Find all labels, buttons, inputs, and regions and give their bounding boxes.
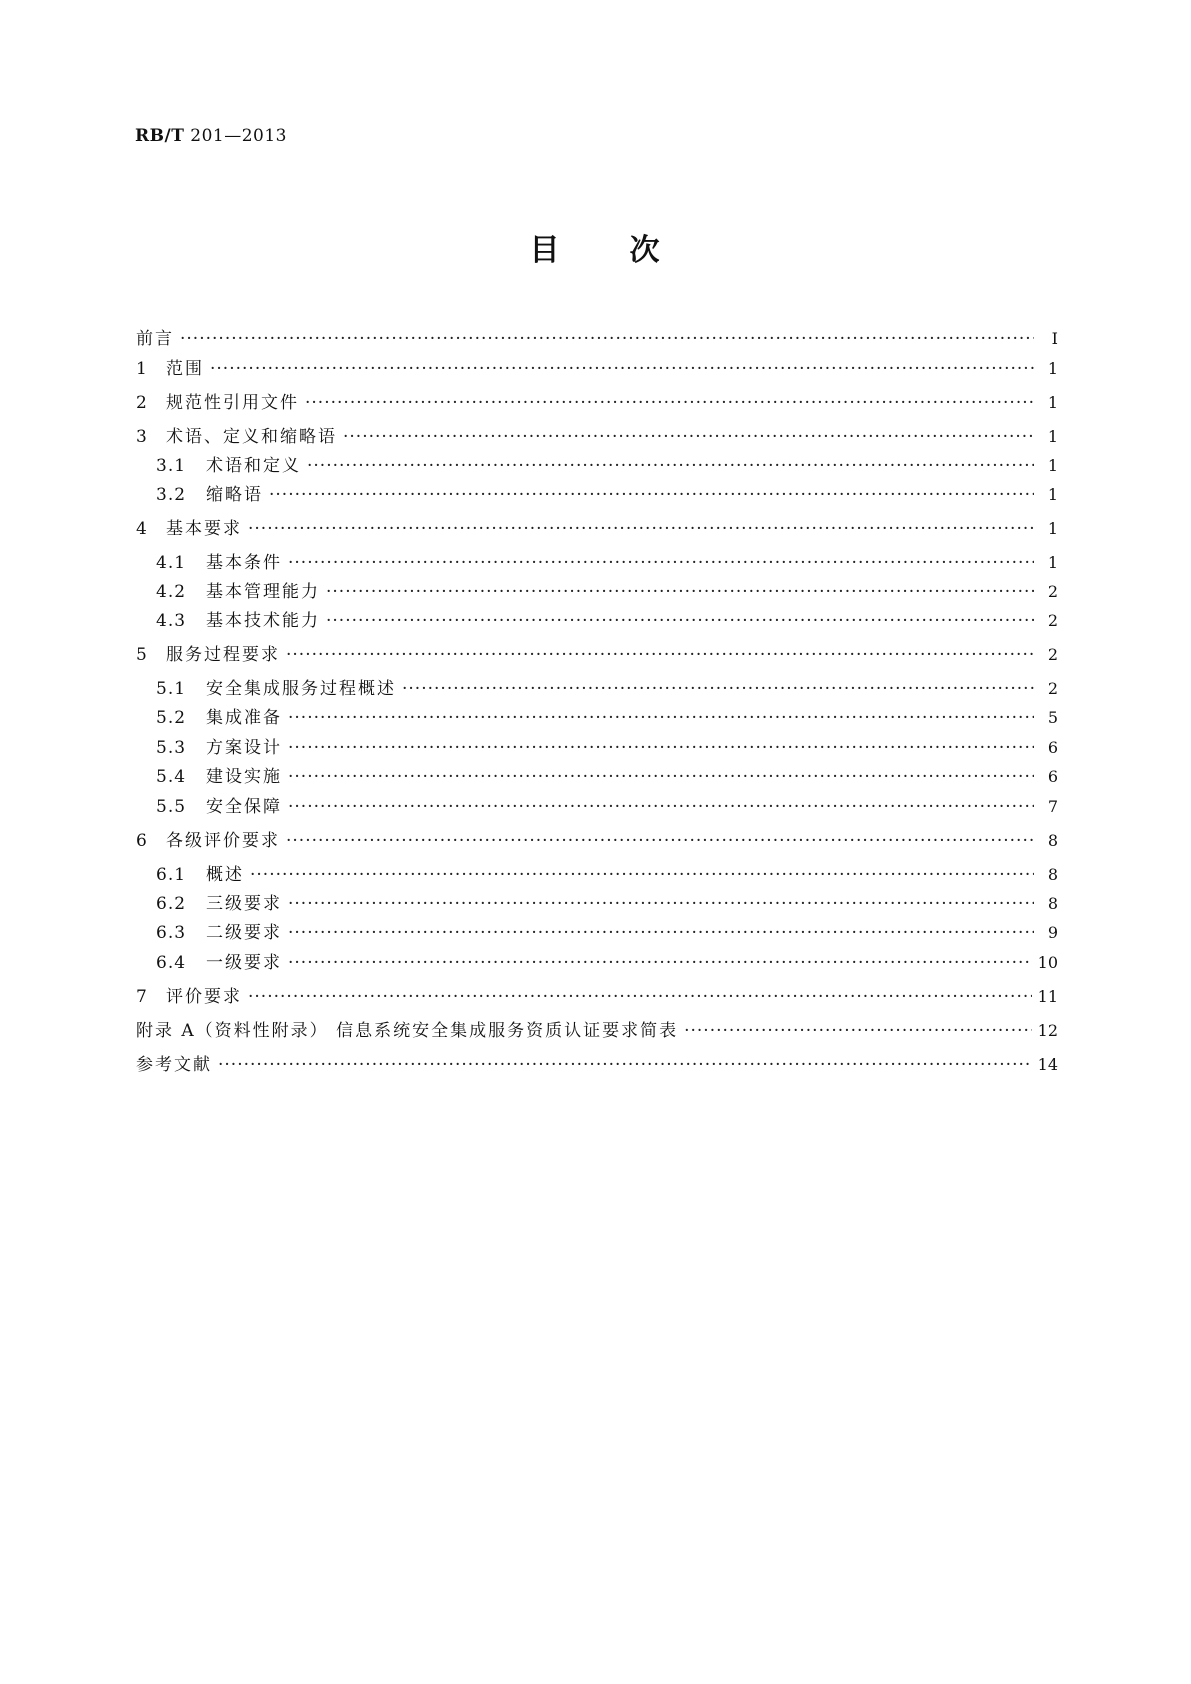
dot-leader: [288, 891, 1034, 917]
toc-entry-page: 10: [1037, 953, 1058, 972]
toc-entry-label: 规范性引用文件: [166, 393, 299, 413]
dot-leader: [343, 424, 1034, 450]
toc-entry[interactable]: [136, 984, 1058, 1010]
toc-entry-label: 概述: [206, 865, 244, 885]
toc-entry-label: 范围: [166, 359, 204, 379]
toc-entry-page: 2: [1047, 611, 1058, 630]
toc-entry-label: 基本条件: [206, 553, 282, 573]
toc-entry-label: 方案设计: [206, 738, 282, 758]
toc-entry-page: 6: [1047, 767, 1058, 786]
toc-entry-page: 2: [1047, 582, 1058, 601]
toc-entry[interactable]: [136, 642, 1058, 668]
toc-entry-label: 前言: [136, 329, 174, 349]
toc-entry-page: Ⅰ: [1051, 329, 1058, 348]
toc-entry-number: 6.1: [156, 865, 187, 885]
toc-entry-label: 术语、定义和缩略语: [166, 427, 337, 447]
toc-entry-label: 三级要求: [206, 894, 282, 914]
toc-entry-page: 11: [1037, 987, 1058, 1006]
toc-entry-number: 6.4: [156, 953, 187, 973]
dot-leader: [248, 516, 1034, 542]
toc-entry-label: 一级要求: [206, 953, 282, 973]
toc-entry[interactable]: [136, 453, 1058, 479]
toc-entry-number: 3: [136, 427, 148, 447]
toc-entry-page: 9: [1047, 923, 1058, 942]
dot-leader: [288, 735, 1034, 761]
toc-entry-page: 2: [1047, 679, 1058, 698]
toc-entry[interactable]: [136, 608, 1058, 634]
toc-entry-page: 1: [1047, 393, 1058, 412]
dot-leader: [180, 326, 1034, 352]
dot-leader: [326, 608, 1034, 634]
dot-leader: [288, 550, 1034, 576]
toc-entry[interactable]: [136, 891, 1058, 917]
toc-entry-number: 5: [136, 645, 148, 665]
toc-entry-label: 基本技术能力: [206, 611, 320, 631]
toc-entry-page: 8: [1047, 831, 1058, 850]
toc-entry[interactable]: [136, 828, 1058, 854]
toc-entry-number: 5.3: [156, 738, 187, 758]
toc-entry-page: 6: [1047, 738, 1058, 757]
dot-leader: [288, 705, 1034, 731]
toc-entry-page: 2: [1047, 645, 1058, 664]
toc-entry[interactable]: [136, 579, 1058, 605]
toc-entry-number: 3.2: [156, 485, 187, 505]
toc-entry-label: 集成准备: [206, 708, 282, 728]
dot-leader: [684, 1018, 1032, 1044]
toc-entry-page: 14: [1037, 1055, 1058, 1074]
toc-entry[interactable]: [136, 1018, 1058, 1044]
toc-entry-label: 术语和定义: [206, 456, 301, 476]
dot-leader: [326, 579, 1034, 605]
title-char-2: 次: [629, 233, 662, 268]
toc-entry[interactable]: [136, 550, 1058, 576]
dot-leader: [288, 950, 1032, 976]
dot-leader: [307, 453, 1034, 479]
toc-entry-label: 参考文献: [136, 1055, 212, 1075]
toc-entry[interactable]: [136, 356, 1058, 382]
toc-entry[interactable]: [136, 862, 1058, 888]
dot-leader: [288, 764, 1034, 790]
dot-leader: [288, 920, 1034, 946]
toc-entry-page: 1: [1047, 519, 1058, 538]
toc-entry-label: 建设实施: [206, 767, 282, 787]
dot-leader: [402, 676, 1034, 702]
dot-leader: [269, 482, 1034, 508]
dot-leader: [248, 984, 1032, 1010]
toc-entry-number: 5.4: [156, 767, 187, 787]
toc-entry-number: 4.3: [156, 611, 187, 631]
toc-entry-page: 8: [1047, 894, 1058, 913]
toc-entry-page: 1: [1047, 485, 1058, 504]
toc-entry-label: 各级评价要求: [166, 831, 280, 851]
toc-entry-label: 安全集成服务过程概述: [206, 679, 396, 699]
toc-entry-page: 1: [1047, 456, 1058, 475]
toc-entry-page: 1: [1047, 427, 1058, 446]
dot-leader: [218, 1052, 1032, 1078]
toc-entry[interactable]: [136, 950, 1058, 976]
dot-leader: [210, 356, 1034, 382]
toc-entry-label: 基本要求: [166, 519, 242, 539]
dot-leader: [305, 390, 1034, 416]
toc-entry-number: 6.2: [156, 894, 187, 914]
standard-prefix: RB/T: [135, 126, 185, 146]
toc-entry-label: 缩略语: [206, 485, 263, 505]
toc-entry-page: 5: [1047, 708, 1058, 727]
toc-entry-label: 附录 A（资料性附录） 信息系统安全集成服务资质认证要求简表: [136, 1021, 679, 1041]
toc-entry-page: 8: [1047, 865, 1058, 884]
toc-entry-number: 6.3: [156, 923, 187, 943]
toc-entry[interactable]: [136, 424, 1058, 450]
toc-entry-number: 7: [136, 987, 148, 1007]
standard-number: 201—2013: [190, 126, 287, 146]
title-char-1: 目: [529, 233, 562, 268]
dot-leader: [286, 642, 1034, 668]
dot-leader: [250, 862, 1034, 888]
toc-entry-number: 1: [136, 359, 148, 379]
toc-entry-label: 评价要求: [166, 987, 242, 1007]
toc-entry-number: 2: [136, 393, 148, 413]
toc-entry-number: 5.2: [156, 708, 187, 728]
toc-entry-page: 12: [1037, 1021, 1058, 1040]
toc-entry[interactable]: [136, 390, 1058, 416]
standard-code: [135, 126, 287, 146]
toc-entry-number: 4: [136, 519, 148, 539]
toc-entry[interactable]: [136, 920, 1058, 946]
toc-entry-label: 二级要求: [206, 923, 282, 943]
toc-entry-number: 5.5: [156, 797, 187, 817]
toc-entry-number: 6: [136, 831, 148, 851]
toc-entry[interactable]: [136, 482, 1058, 508]
toc-entry-label: 服务过程要求: [166, 645, 280, 665]
toc-entry[interactable]: [136, 676, 1058, 702]
toc-entry-page: 1: [1047, 359, 1058, 378]
toc-entry-page: 1: [1047, 553, 1058, 572]
toc-entry[interactable]: [136, 764, 1058, 790]
dot-leader: [286, 828, 1034, 854]
toc-entry-number: 5.1: [156, 679, 187, 699]
toc-entry[interactable]: [136, 326, 1058, 352]
toc-entry[interactable]: [136, 705, 1058, 731]
toc-entry-label: 基本管理能力: [206, 582, 320, 602]
toc-entry-label: 安全保障: [206, 797, 282, 817]
toc-entry-number: 4.1: [156, 553, 187, 573]
toc-entry[interactable]: [136, 735, 1058, 761]
toc-entry-number: 3.1: [156, 456, 187, 476]
toc-entry[interactable]: [136, 516, 1058, 542]
page-title: [0, 225, 1191, 269]
toc-entry[interactable]: [136, 794, 1058, 820]
toc-entry-number: 4.2: [156, 582, 187, 602]
toc-entry-page: 7: [1047, 797, 1058, 816]
dot-leader: [288, 794, 1034, 820]
toc-entry[interactable]: [136, 1052, 1058, 1078]
